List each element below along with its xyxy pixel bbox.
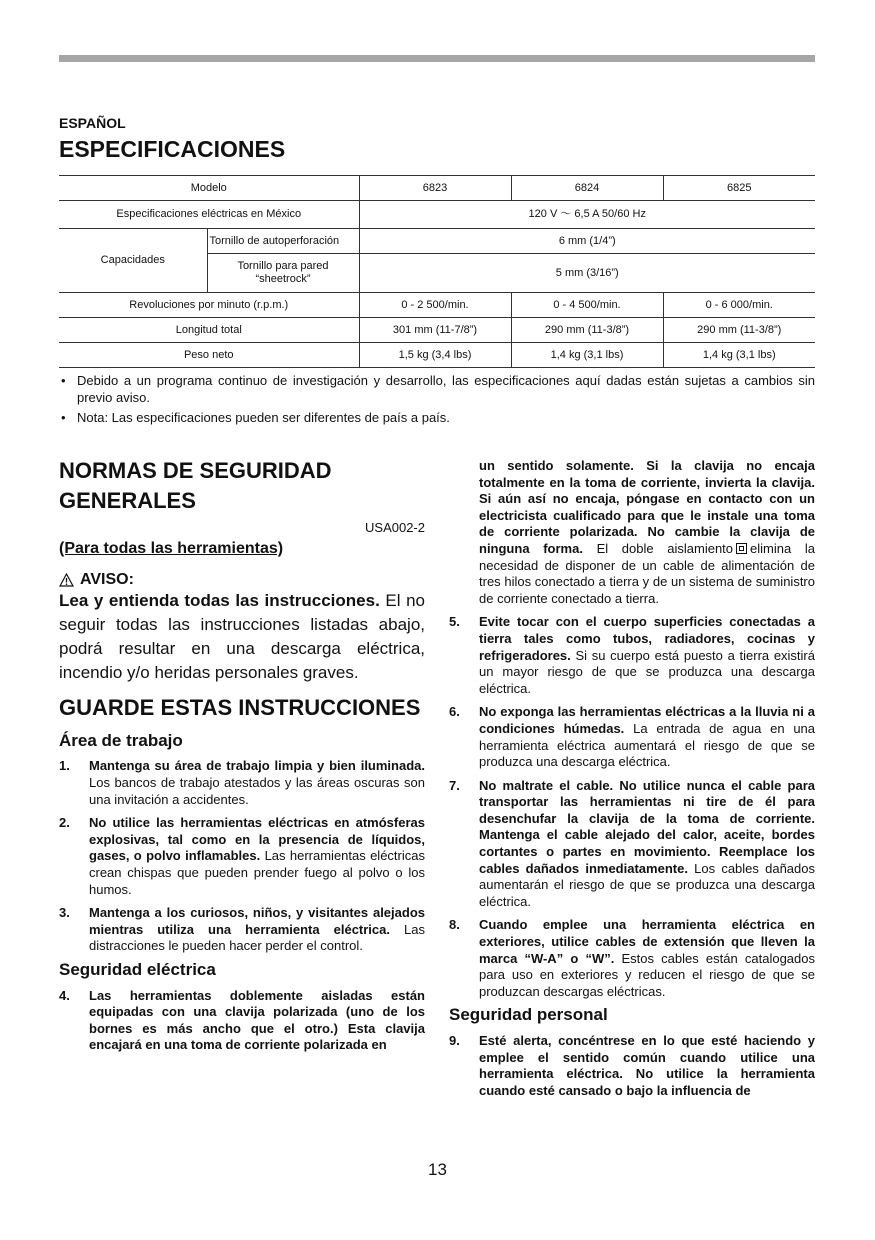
electrical-label: Especificaciones eléctricas en México bbox=[59, 201, 359, 229]
weight-cell: 1,5 kg (3,4 lbs) bbox=[359, 343, 511, 368]
length-label: Longitud total bbox=[59, 318, 359, 343]
work-area-title: Área de trabajo bbox=[59, 730, 183, 750]
document-code: USA002-2 bbox=[365, 520, 425, 535]
subheading: (Para todas las herramientas) bbox=[59, 539, 284, 557]
warning-title: AVISO: bbox=[59, 572, 425, 589]
electrical-safety-title: Seguridad eléctrica bbox=[59, 959, 216, 979]
table-row bbox=[59, 318, 815, 343]
list-item: 4. Las herramientas doblemente aisladas están equipadas con una clavija polarizada (uno de los bornes es más ancho que el otro.) Esta clavija encajará en una toma de corriente polarizada en bbox=[59, 987, 425, 1053]
double-insulation-icon bbox=[736, 543, 747, 554]
bullet-icon: • bbox=[61, 373, 66, 388]
list-item: 5. Evite tocar con el cuerpo superficies conectadas a tierra tales como tubos, radiadores, cocinas y refrigeradores. Si su cuerpo está puesto a tierra existirá un mayor riesgo de que se produzca una descarga eléctrica. bbox=[449, 614, 815, 696]
rpm-cell: 0 - 2 500/min. bbox=[359, 293, 511, 318]
weight-label: Peso neto bbox=[59, 343, 359, 368]
warning-text: Lea y entienda todas las instrucciones. El no seguir todas las instrucciones listadas abajo, podrá resultar en una descarga eléctrica, incendio y/o heridas personales graves. bbox=[59, 590, 425, 682]
warning-icon bbox=[59, 573, 74, 587]
list-item: 6. No exponga las herramientas eléctricas a la lluvia ni a condiciones húmedas. La entrada de agua en una herramienta eléctrica aumentará el riesgo de que se produzca una descarga eléctrica. bbox=[449, 704, 816, 770]
model-cell: 6824 bbox=[511, 176, 663, 201]
model-label: Modelo bbox=[59, 176, 359, 201]
table-row bbox=[59, 176, 815, 201]
rpm-cell: 0 - 4 500/min. bbox=[511, 293, 663, 318]
weight-cell: 1,4 kg (3,1 lbs) bbox=[511, 343, 663, 368]
rpm-label: Revoluciones por minuto (r.p.m.) bbox=[59, 293, 359, 318]
self-drilling-label: Tornillo de autoperforación bbox=[207, 229, 359, 254]
length-cell: 290 mm (11-3/8”) bbox=[511, 318, 663, 343]
page-number: 13 bbox=[428, 1160, 447, 1179]
table-row bbox=[59, 293, 815, 318]
length-cell: 290 mm (11-3/8”) bbox=[663, 318, 815, 343]
capacities-label: Capacidades bbox=[59, 229, 207, 293]
safety-heading: NORMAS DE SEGURIDAD GENERALES bbox=[59, 458, 332, 513]
table-row bbox=[59, 343, 815, 368]
table-row bbox=[59, 201, 815, 229]
right-column bbox=[449, 458, 815, 1106]
language-label: ESPAÑOL bbox=[59, 115, 126, 131]
spec-notes bbox=[59, 373, 815, 431]
left-column bbox=[59, 456, 425, 1061]
page-title: ESPECIFICACIONES bbox=[59, 136, 286, 162]
bullet-icon: • bbox=[61, 410, 66, 425]
list-item: 2. No utilice las herramientas eléctricas en atmósferas explosivas, tal como en la presencia de líquidos, gases, o polvo inflamables. Las herramientas eléctricas crean chispas que pueden prender fuego al polvo o los humos. bbox=[59, 815, 425, 897]
list-item-continuation: un sentido solamente. Si la clavija no encaja totalmente en la toma de corriente, invierta la clavija. Si aún así no encaja, póngase en contacto con un electricista cualificado para que le instale una toma de corriente polarizada. No cambie la clavija de ninguna forma. El doble aislamiento elimina la necesidad de disponer de un cable de alimentación de tres hilos conectado a tierra y de un sistema de suministro de corriente conectado a tierra. bbox=[479, 458, 815, 606]
header-rule bbox=[59, 55, 815, 62]
table-row bbox=[59, 229, 815, 254]
self-drilling-value: 6 mm (1/4”) bbox=[359, 229, 815, 254]
weight-cell: 1,4 kg (3,1 lbs) bbox=[663, 343, 815, 368]
drywall-label: Tornillo para pared “sheetrock” bbox=[207, 254, 359, 293]
specifications-table bbox=[59, 175, 815, 368]
list-item: 8. Cuando emplee una herramienta eléctrica en exteriores, utilice cables de extensión que lleven la marca “W-A” o “W”. Estos cables están catalogados para uso en exteriores y reducen el riesgo de que se produzcan descargas eléctricas. bbox=[449, 917, 815, 999]
personal-safety-title: Seguridad personal bbox=[449, 1005, 608, 1025]
list-item: 1. Mantenga su área de trabajo limpia y bien iluminada. Los bancos de trabajo atestados y las áreas oscuras son una invitación a accidentes. bbox=[59, 758, 425, 807]
list-item: 7. No maltrate el cable. No utilice nunca el cable para transportar las herramientas ni tire de él para desenchufar la clavija de la toma de corriente. Mantenga el cable alejado del calor, aceite, bordes cortantes o partes en movimiento. Reemplace los cables dañados inmediatamente. Los cables dañados aumentarán el riesgo de que se produzca una descarga eléctrica. bbox=[449, 777, 815, 909]
rpm-cell: 0 - 6 000/min. bbox=[663, 293, 815, 318]
model-cell: 6825 bbox=[663, 176, 815, 201]
drywall-value: 5 mm (3/16”) bbox=[359, 254, 815, 293]
model-cell: 6823 bbox=[359, 176, 511, 201]
electrical-value: 120 V ～ 6,5 A 50/60 Hz bbox=[359, 201, 815, 229]
list-item: 9. Esté alerta, concéntrese en lo que esté haciendo y emplee el sentido común cuando utilice una herramienta eléctrica. No utilice la herramienta cuando esté cansado o bajo la influencia de bbox=[449, 1033, 815, 1098]
list-item: • Debido a un programa continuo de investigación y desarrollo, las especificaciones aquí dadas están sujetas a cambios sin previo aviso. bbox=[61, 373, 815, 405]
list-item: • Nota: Las especificaciones pueden ser diferentes de país a país. bbox=[61, 410, 450, 425]
list-item: 3. Mantenga a los curiosos, niños, y visitantes alejados mientras utiliza una herramienta eléctrica. Las distracciones le pueden hacer perder el control. bbox=[59, 905, 425, 954]
save-instructions-heading: GUARDE ESTAS INSTRUCCIONES bbox=[59, 694, 421, 720]
length-cell: 301 mm (11-7/8”) bbox=[359, 318, 511, 343]
